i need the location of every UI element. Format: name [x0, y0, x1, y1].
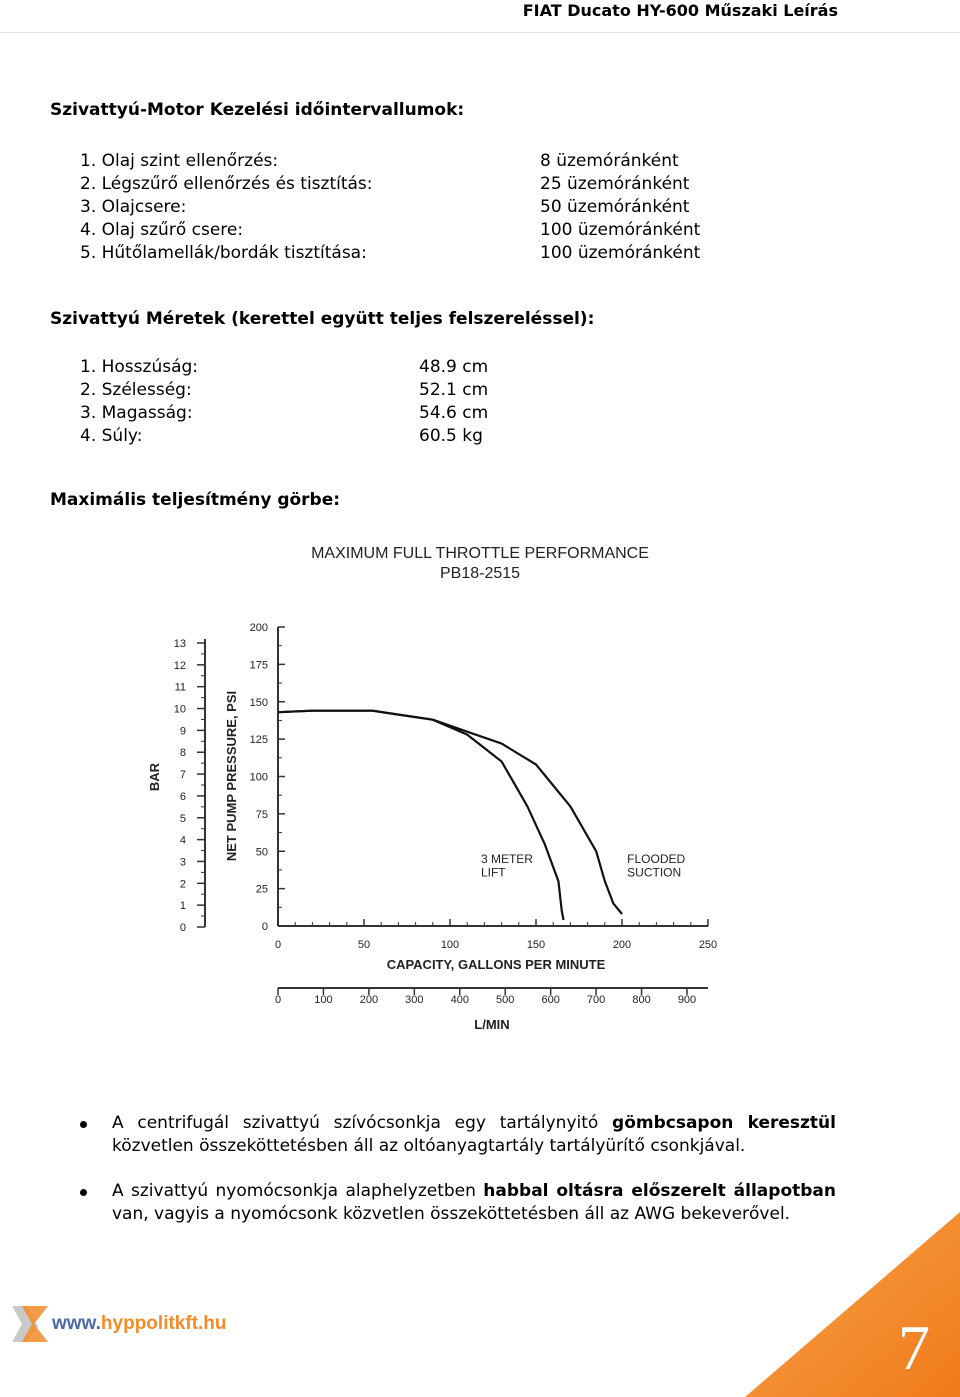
lmin-tick-label: 0 [274, 994, 282, 1006]
dimension-item-value: 52.1 cm [419, 380, 489, 400]
psi-tick-label: 100 [249, 771, 268, 784]
dimension-item-label: 1. Hosszúság: [80, 357, 199, 377]
maintenance-item-label: 5. Hűtőlamellák/bordák tisztítása: [80, 243, 367, 263]
bar-tick-label: 7 [179, 769, 186, 782]
maintenance-item-row [80, 150, 780, 173]
chart-title: MAXIMUM FULL THROTTLE PERFORMANCE [311, 545, 649, 562]
dimension-item-row [80, 356, 780, 379]
maintenance-item-row [80, 219, 780, 242]
chart-subtitle: PB18-2515 [439, 565, 521, 582]
psi-tick-label: 75 [255, 808, 268, 821]
bar-tick-label: 11 [174, 681, 186, 694]
lmin-tick-label: 500 [496, 994, 515, 1006]
chart-annotation: FLOODED [627, 852, 686, 867]
gpm-axis-title: CAPACITY, GALLONS PER MINUTE [386, 957, 606, 972]
dimension-item-value: 48.9 cm [419, 357, 489, 377]
series-line-flooded-suction [278, 711, 622, 914]
lmin-tick-label: 300 [405, 994, 424, 1006]
psi-tick-label: 175 [249, 659, 268, 672]
lmin-tick-label: 800 [632, 994, 651, 1006]
gpm-tick-label: 0 [274, 939, 282, 951]
bar-tick-label: 6 [179, 790, 186, 803]
lmin-axis-title: L/MIN [474, 1017, 510, 1032]
dimension-item-label: 4. Súly: [80, 426, 143, 446]
bar-tick-label: 2 [179, 878, 186, 891]
document-header: FIAT Ducato HY-600 Műszaki Leírás [522, 1, 838, 20]
bar-tick-label: 8 [179, 747, 186, 760]
bullet-item-discharge [80, 1180, 836, 1226]
gpm-tick-label: 200 [612, 939, 632, 951]
maintenance-item-value: 100 üzemóránként [540, 243, 701, 263]
maintenance-item-label: 3. Olajcsere: [80, 197, 187, 217]
lmin-tick-label: 900 [677, 994, 697, 1006]
footer-url[interactable]: www.hyppolitkft.hu [52, 1313, 227, 1334]
gpm-tick-label: 50 [357, 939, 371, 951]
bar-tick-label: 4 [179, 834, 186, 847]
series-line-3-meter-lift [278, 711, 564, 920]
bar-tick-label: 0 [179, 922, 186, 934]
bar-tick-label: 13 [173, 638, 186, 650]
header-divider [0, 32, 960, 33]
dimension-item-label: 2. Szélesség: [80, 380, 192, 400]
psi-tick-label: 200 [249, 622, 268, 634]
section-heading-performance: Maximális teljesítmény görbe: [50, 490, 341, 510]
bullet-text: A centrifugál szivattyú szívócsonkja egy tartálynyitó gömbcsapon keresztül közvetlen összeköttetésben áll az oltóanyagtartály tartályürítő csonkjával. [112, 1113, 836, 1156]
maintenance-item-label: 1. Olaj szint ellenőrzés: [80, 151, 279, 171]
lmin-tick-label: 700 [586, 994, 606, 1006]
performance-chart [0, 530, 960, 1050]
bullet-dot [80, 1189, 87, 1196]
psi-tick-label: 125 [249, 734, 268, 747]
bar-tick-label: 9 [179, 725, 186, 738]
gpm-tick-label: 150 [526, 939, 546, 951]
bullet-dot [80, 1121, 87, 1128]
gpm-tick-label: 100 [440, 939, 460, 951]
lmin-tick-label: 600 [541, 994, 560, 1006]
dimension-item-row [80, 379, 780, 402]
lmin-tick-label: 400 [450, 994, 469, 1006]
psi-tick-label: 150 [249, 696, 268, 709]
maintenance-item-label: 2. Légszűrő ellenőrzés és tisztítás: [80, 174, 373, 194]
psi-tick-label: 0 [261, 921, 268, 933]
maintenance-item-label: 4. Olaj szűrő csere: [80, 220, 244, 240]
dimension-item-label: 3. Magasság: [80, 403, 193, 423]
psi-axis-title: NET PUMP PRESSURE, PSI [224, 690, 239, 862]
chart-svg [0, 530, 960, 1050]
bar-axis-title: BAR [147, 762, 162, 792]
maintenance-item-value: 50 üzemóránként [540, 197, 690, 217]
dimension-item-row [80, 402, 780, 425]
bar-tick-label: 1 [179, 900, 186, 913]
maintenance-item-row [80, 173, 780, 196]
dimension-item-value: 60.5 kg [419, 426, 483, 446]
lmin-tick-label: 100 [314, 994, 333, 1006]
bar-tick-label: 10 [173, 703, 186, 716]
dimension-item-row [80, 425, 780, 448]
lmin-tick-label: 200 [359, 994, 379, 1006]
section-heading-maintenance: Szivattyú-Motor Kezelési időintervallumok: [50, 100, 465, 120]
maintenance-item-row [80, 242, 780, 265]
gpm-tick-label: 250 [698, 939, 718, 951]
bar-tick-label: 3 [179, 856, 186, 869]
chart-annotation: 3 METER [480, 852, 533, 867]
bullet-item-suction [80, 1112, 836, 1158]
maintenance-item-row [80, 196, 780, 219]
chart-annotation: LIFT [480, 865, 506, 880]
page-number: 7 [898, 1312, 930, 1383]
psi-tick-label: 50 [255, 846, 268, 859]
maintenance-item-value: 100 üzemóránként [540, 220, 701, 240]
chart-annotation: SUCTION [627, 865, 682, 880]
psi-tick-label: 25 [255, 883, 268, 896]
dimension-item-value: 54.6 cm [419, 403, 489, 423]
bullet-text: A szivattyú nyomócsonkja alaphelyzetben habbal oltásra előszerelt állapotban van, vagyis a nyomócsonk közvetlen összeköttetésben áll az AWG bekeverővel. [112, 1181, 836, 1224]
bar-tick-label: 12 [173, 659, 186, 672]
bar-tick-label: 5 [179, 812, 186, 825]
maintenance-item-value: 25 üzemóránként [540, 174, 690, 194]
maintenance-item-value: 8 üzemóránként [540, 151, 679, 171]
section-heading-dimensions: Szivattyú Méretek (kerettel együtt teljes felszereléssel): [50, 309, 595, 329]
